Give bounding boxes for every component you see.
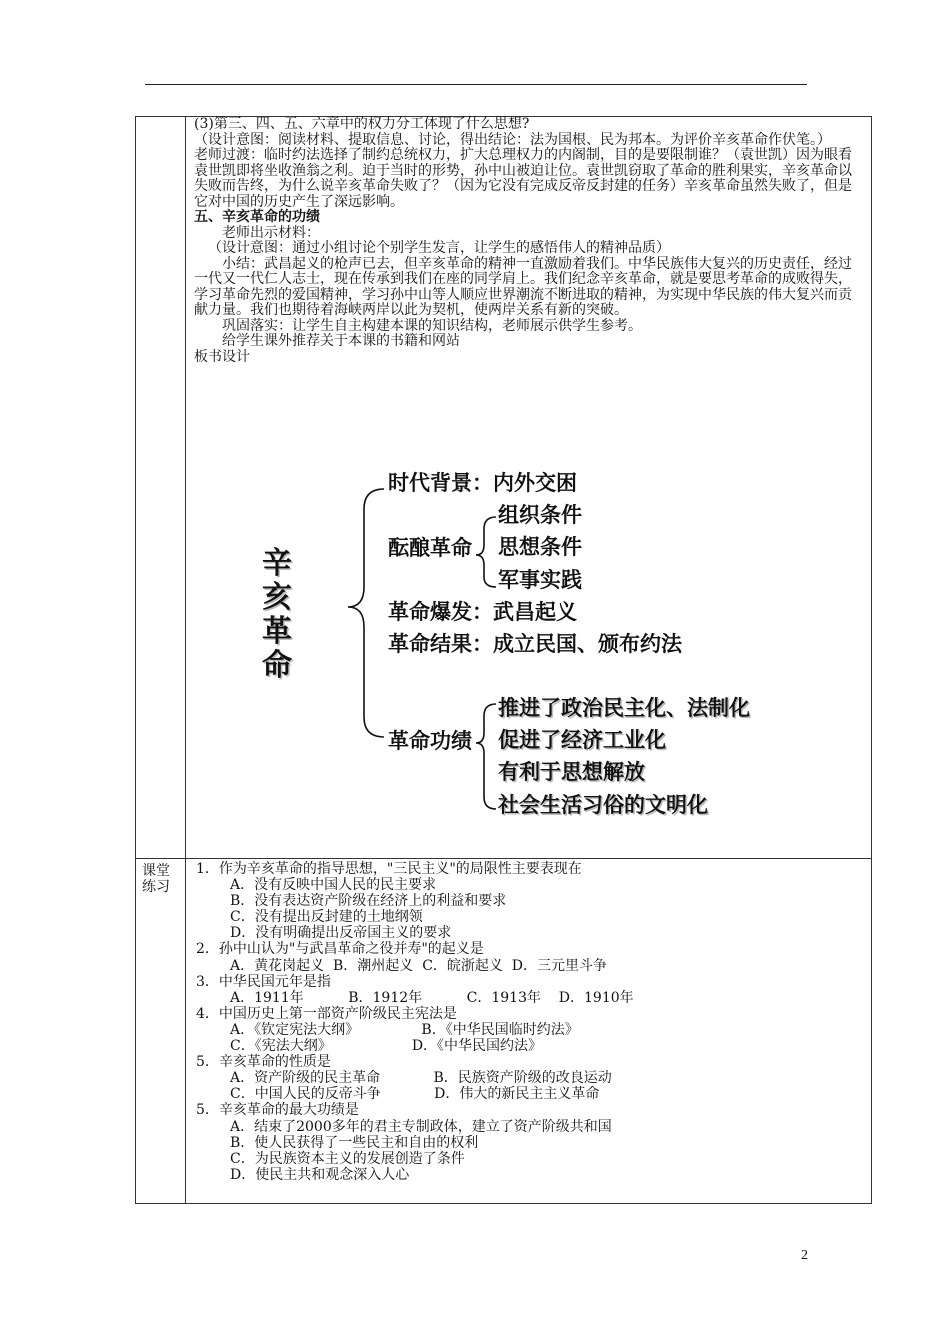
row-label-empty xyxy=(136,117,186,859)
design-intent-2: （设计意图：通过小组讨论个别学生发言，让学生的感悟伟人的精神品质） xyxy=(208,240,670,256)
q4-options-cd: C．《宪法大纲》 D．《中华民国约法》 xyxy=(230,1038,543,1055)
board-design-label: 板书设计 xyxy=(194,348,250,365)
question-2: 2．孙中山认为"与武昌革命之役并寿"的起义是 xyxy=(196,941,484,958)
diagram-military: 军事实践 xyxy=(498,568,582,592)
header-rule xyxy=(145,84,807,85)
diagram-ach-4: 社会生活习俗的文明化 xyxy=(498,793,708,817)
q6-option-b: B．使人民获得了一些民主和自由的权利 xyxy=(230,1134,479,1151)
q5-options-ab: A．资产阶级的民主革命 B．民族资产阶级的改良运动 xyxy=(230,1070,612,1087)
page-number: 2 xyxy=(801,1248,808,1263)
q6-option-d: D．使民主共和观念深入人心 xyxy=(230,1166,410,1183)
exercise-list xyxy=(186,859,871,1183)
summary: 小结：武昌起义的枪声已去，但辛亥革命的精神一直激励着我们。中华民族伟大复兴的历史责任，经过一代又一代仁人志士，现在传承到我们在座的同学肩上。我们纪念辛亥革命，就是要思考革命的成败得失，学习革命先烈的爱国精神，学习孙中山等人顺应世界潮流不断进取的精神，为实现中华民族的伟大复兴而贡献力量。我们也期待着海峡两岸以此为契机，使两岸关系有新的突破。 xyxy=(194,255,852,318)
q6-option-c: C．为民族资本主义的发展创造了条件 xyxy=(230,1150,465,1167)
q6-option-a: A．结束了2000多年的君主专制政体，建立了资产阶级共和国 xyxy=(230,1118,612,1135)
diagram-org: 组织条件 xyxy=(498,503,582,527)
lesson-row xyxy=(136,117,872,859)
q1-option-d: D．没有明确提出反帝国主义的要求 xyxy=(230,925,452,942)
consolidation: 巩固落实：让学生自主构建本课的知识结构，老师展示供学生参考。 xyxy=(222,317,642,334)
diagram-result: 革命结果：成立民国、颁布约法 xyxy=(388,632,682,656)
diagram-thought: 思想条件 xyxy=(498,535,582,559)
exercise-row xyxy=(136,859,872,1204)
q1-option-c: C．没有提出反封建的土地纲领 xyxy=(230,909,423,926)
diagram-ach-1: 推进了政治民主化、法制化 xyxy=(498,696,750,720)
q3-options: A．1911年 B．1912年 C．1913年 D．1910年 xyxy=(230,989,634,1006)
q4-options-ab: A．《钦定宪法大纲》 B．《中华民国临时约法》 xyxy=(230,1021,579,1038)
question-3: 3．中华民国元年是指 xyxy=(196,973,331,990)
diagram-ach-3: 有利于思想解放 xyxy=(498,760,645,784)
question-1: 1．作为辛亥革命的指导思想，"三民主义"的局限性主要表现在 xyxy=(196,861,582,877)
q1-option-a: A．没有反映中国人民的民主要求 xyxy=(230,877,437,894)
diagram-background: 时代背景：内外交困 xyxy=(388,471,577,495)
brace-conditions xyxy=(476,517,496,587)
lesson-content xyxy=(186,116,871,817)
q1-option-b: B．没有表达资产阶级在经济上的利益和要求 xyxy=(230,893,507,910)
question-6: 5．辛亥革命的最大功绩是 xyxy=(196,1102,359,1119)
q5-options-cd: C．中国人民的反帝斗争 D．伟大的新民主主义革命 xyxy=(230,1086,600,1103)
question-4: 4．中国历史上第一部资产阶级民主宪法是 xyxy=(196,1005,457,1022)
teacher-transition: 老师过渡：临时约法选择了制约总统权力，扩大总理权力的内阁制，目的是要限制谁？（袁世凯）因为眼看袁世凯即将坐收渔翁之利。迫于当时的形势，孙中山被迫让位。袁世凯窃取了革命的胜利果实，辛亥革命以失败而告终，为什么说辛亥革命失败了？（因为它没有完成反帝反封建的任务）辛亥革命虽然失败了，但是它对中国的历史产生了深远影响。 xyxy=(194,147,852,210)
lesson-content-cell xyxy=(186,117,872,859)
question-3: (3)第三、四、五、六章中的权力分工体现了什么思想? xyxy=(194,116,530,132)
recommendation: 给学生课外推荐关于本课的书籍和网站 xyxy=(222,333,460,349)
diagram-achievement: 革命功绩 xyxy=(388,729,472,753)
main-brace xyxy=(348,489,384,737)
question-5: 5．辛亥革命的性质是 xyxy=(196,1054,331,1071)
diagram-brewing: 酝酿革命 xyxy=(388,536,472,560)
section-title: 五、辛亥革命的功绩 xyxy=(194,209,320,225)
diagram-outbreak: 革命爆发：武昌起义 xyxy=(388,600,577,624)
design-intent-1: （设计意图：阅读材料、提取信息、讨论，得出结论：法为国根、民为邦本。为评价辛亥革命作伏笔。） xyxy=(194,131,831,148)
lesson-table xyxy=(135,116,872,1204)
exercise-label: 课堂 练习 xyxy=(142,863,170,895)
teacher-material: 老师出示材料： xyxy=(222,224,320,241)
q2-options: A．黄花岗起义 B．潮州起义 C．皖浙起义 D．三元里斗争 xyxy=(230,957,608,974)
exercise-content-cell xyxy=(186,859,872,1204)
brace-achievements xyxy=(476,704,496,809)
exercise-label-cell xyxy=(136,859,186,1204)
diagram-title: 辛 亥 革 命 xyxy=(262,546,292,683)
diagram-ach-2: 促进了经济工业化 xyxy=(498,728,666,752)
